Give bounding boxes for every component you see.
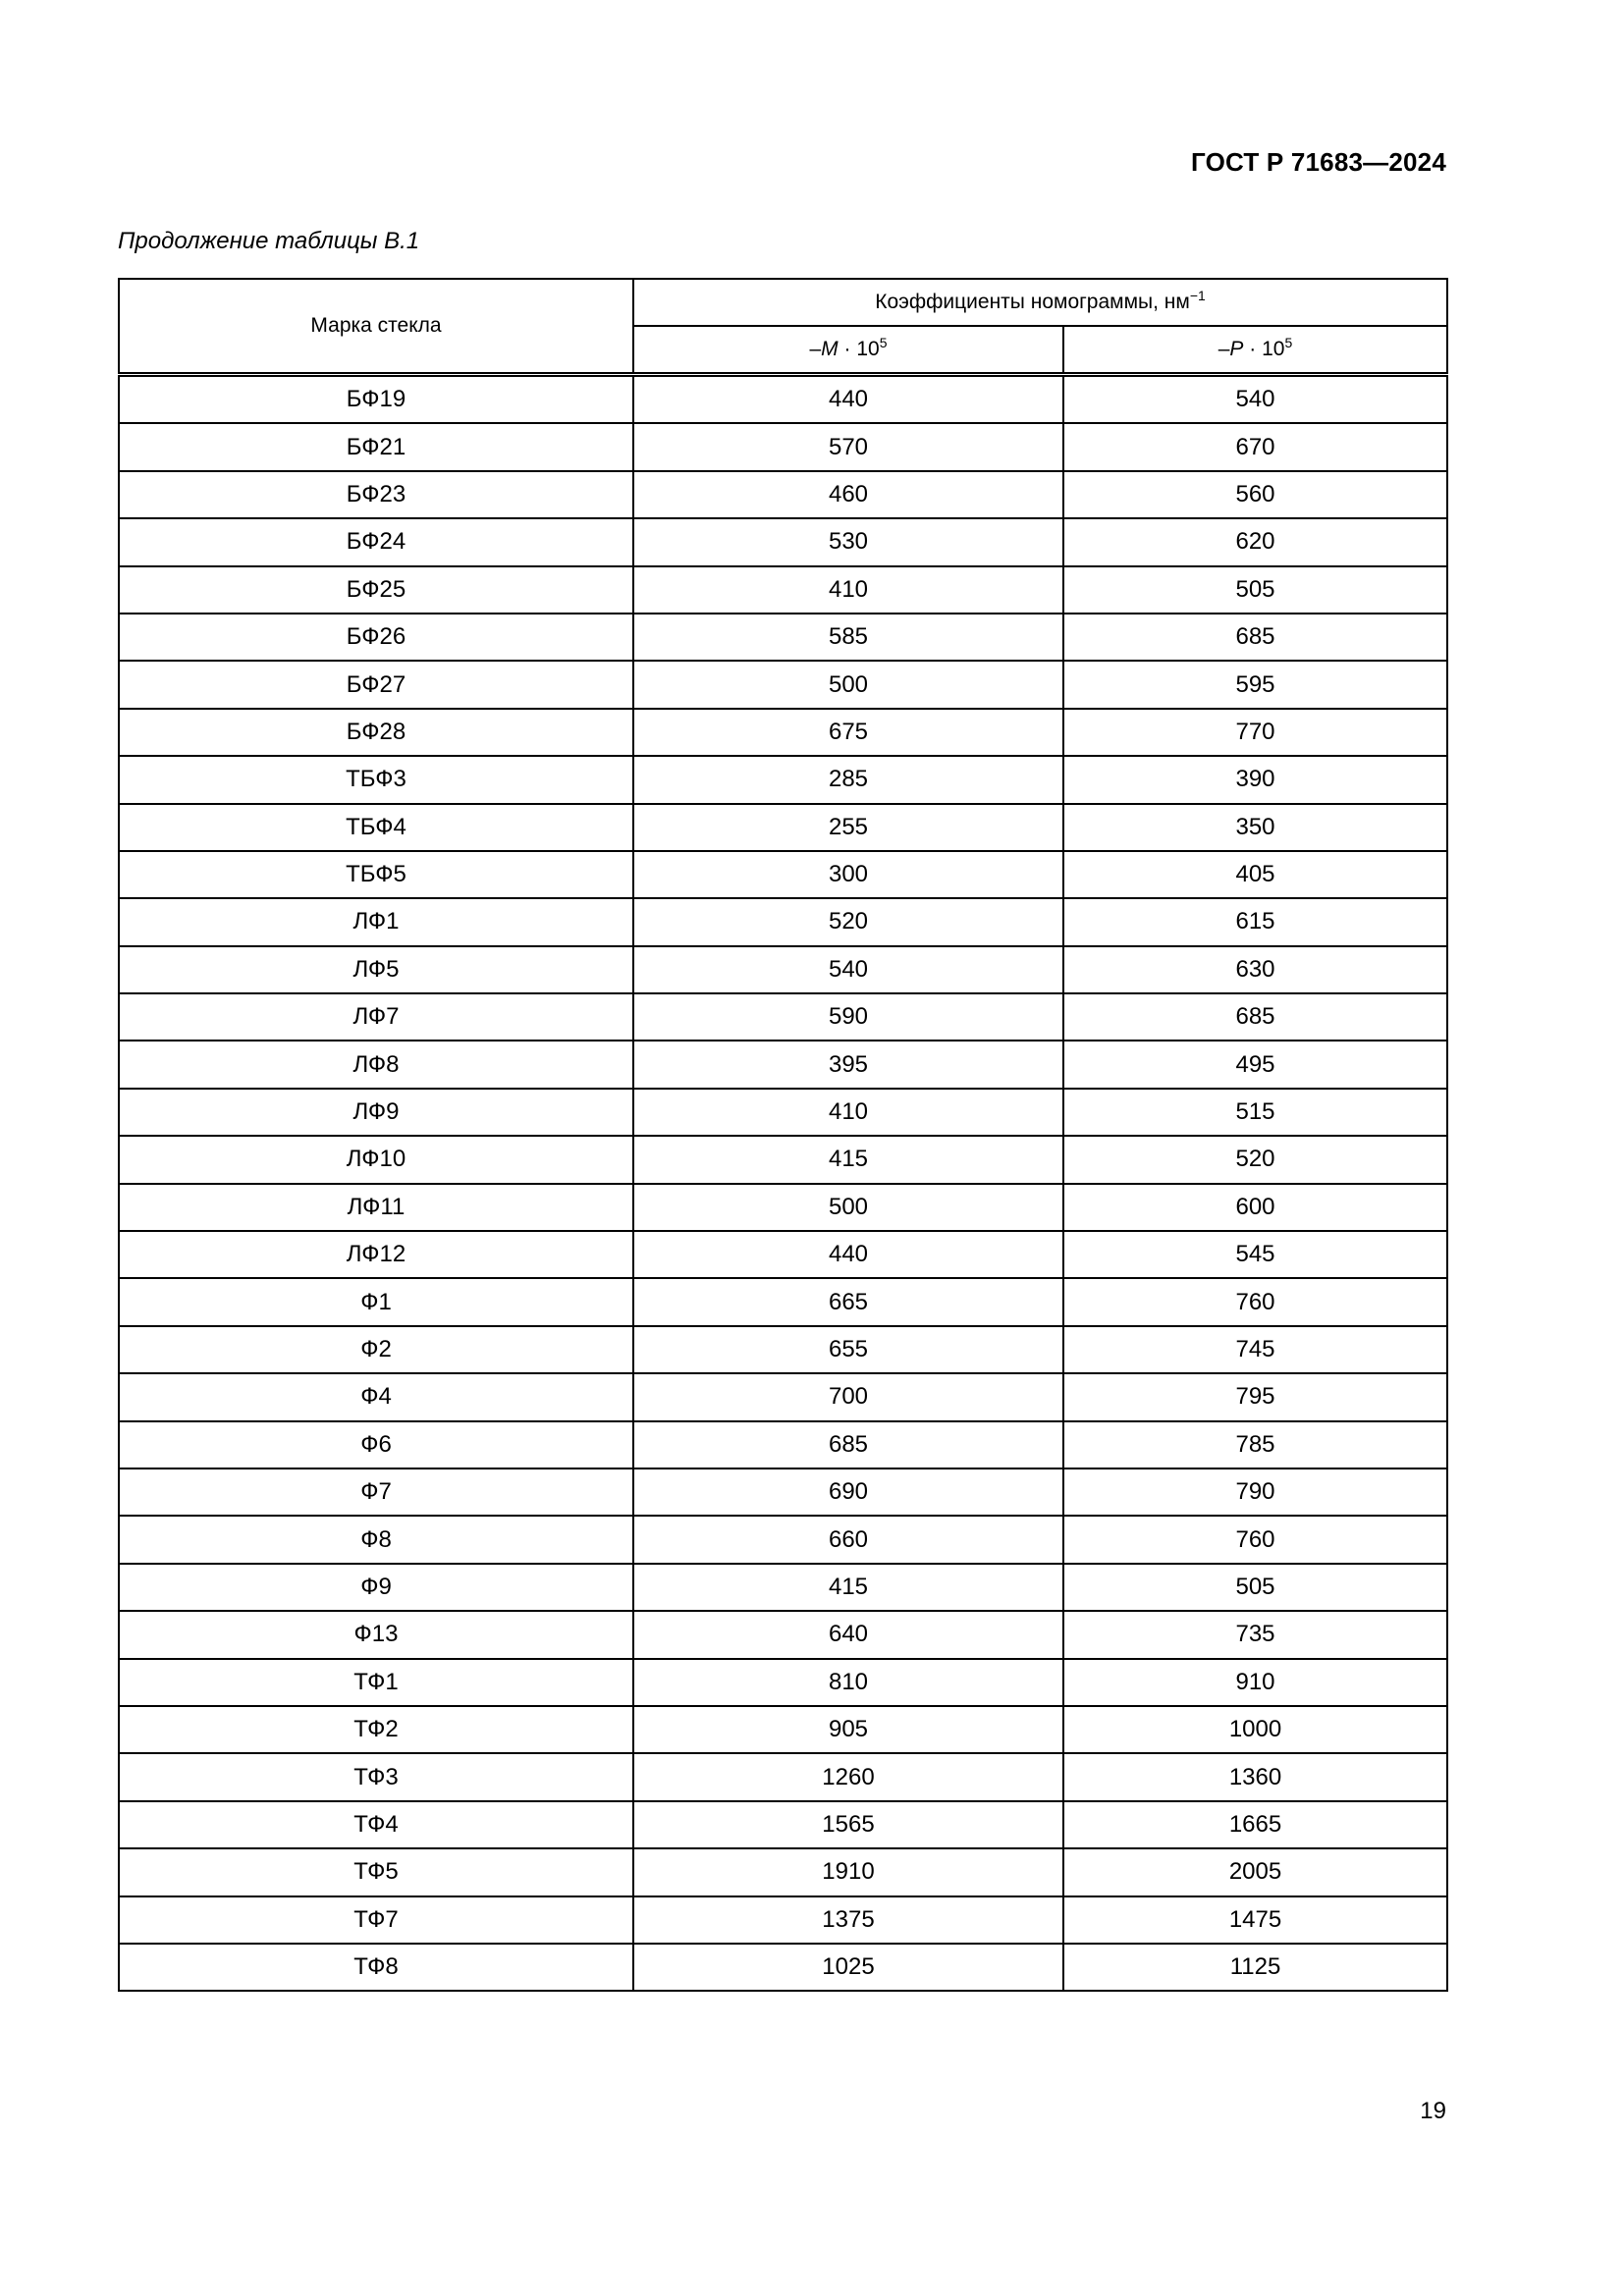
cell-glass-brand: БФ21 — [119, 423, 633, 470]
cell-p-value: 745 — [1063, 1326, 1447, 1373]
cell-glass-brand: ЛФ7 — [119, 993, 633, 1041]
cell-m-value: 500 — [633, 661, 1063, 708]
cell-p-value: 390 — [1063, 756, 1447, 803]
cell-glass-brand: ЛФ1 — [119, 898, 633, 945]
cell-glass-brand: Ф9 — [119, 1564, 633, 1611]
cell-m-value: 640 — [633, 1611, 1063, 1658]
cell-glass-brand: Ф1 — [119, 1278, 633, 1325]
table-row — [119, 1564, 1447, 1611]
cell-p-value: 910 — [1063, 1659, 1447, 1706]
table-row — [119, 1041, 1447, 1088]
cell-glass-brand: Ф2 — [119, 1326, 633, 1373]
header-m-symbol: M — [821, 338, 839, 360]
cell-p-value: 685 — [1063, 614, 1447, 661]
cell-p-value: 630 — [1063, 946, 1447, 993]
cell-m-value: 300 — [633, 851, 1063, 898]
table-row — [119, 471, 1447, 518]
cell-m-value: 255 — [633, 804, 1063, 851]
cell-p-value: 505 — [1063, 566, 1447, 614]
table-row — [119, 614, 1447, 661]
cell-glass-brand: Ф4 — [119, 1373, 633, 1420]
cell-p-value: 495 — [1063, 1041, 1447, 1088]
page-number: 19 — [1420, 2098, 1446, 2124]
table-body — [119, 375, 1447, 1992]
table-row — [119, 1896, 1447, 1944]
table-row — [119, 661, 1447, 708]
cell-m-value: 460 — [633, 471, 1063, 518]
cell-m-value: 410 — [633, 1089, 1063, 1136]
cell-m-value: 570 — [633, 423, 1063, 470]
cell-glass-brand: ЛФ12 — [119, 1231, 633, 1278]
cell-p-value: 620 — [1063, 518, 1447, 565]
header-m-sup: 5 — [879, 335, 888, 350]
table-row — [119, 1753, 1447, 1800]
header-p-prefix: – — [1218, 338, 1230, 360]
cell-m-value: 440 — [633, 375, 1063, 424]
cell-p-value: 595 — [1063, 661, 1447, 708]
cell-m-value: 655 — [633, 1326, 1063, 1373]
cell-glass-brand: ЛФ11 — [119, 1184, 633, 1231]
table-caption: Продолжение таблицы В.1 — [118, 228, 420, 254]
cell-m-value: 540 — [633, 946, 1063, 993]
cell-glass-brand: Ф13 — [119, 1611, 633, 1658]
cell-m-value: 810 — [633, 1659, 1063, 1706]
cell-p-value: 790 — [1063, 1468, 1447, 1516]
header-glass-brand: Марка стекла — [119, 279, 633, 375]
table-row — [119, 1659, 1447, 1706]
cell-p-value: 1360 — [1063, 1753, 1447, 1800]
table-row — [119, 709, 1447, 756]
table-row — [119, 1421, 1447, 1468]
cell-m-value: 520 — [633, 898, 1063, 945]
table-row — [119, 1089, 1447, 1136]
cell-p-value: 1125 — [1063, 1944, 1447, 1991]
cell-p-value: 615 — [1063, 898, 1447, 945]
table-row — [119, 1278, 1447, 1325]
table-row — [119, 898, 1447, 945]
table-row — [119, 1136, 1447, 1183]
cell-glass-brand: ЛФ10 — [119, 1136, 633, 1183]
header-m-coefficient — [633, 326, 1063, 375]
cell-p-value: 545 — [1063, 1231, 1447, 1278]
cell-p-value: 760 — [1063, 1516, 1447, 1563]
cell-p-value: 760 — [1063, 1278, 1447, 1325]
header-nomogram-coefficients — [633, 279, 1447, 326]
cell-m-value: 1025 — [633, 1944, 1063, 1991]
cell-p-value: 785 — [1063, 1421, 1447, 1468]
cell-glass-brand: БФ19 — [119, 375, 633, 424]
coefficients-table — [118, 278, 1448, 1992]
document-id: ГОСТ Р 71683—2024 — [1191, 147, 1446, 177]
cell-m-value: 665 — [633, 1278, 1063, 1325]
table-row — [119, 1231, 1447, 1278]
cell-glass-brand: ТФ4 — [119, 1801, 633, 1848]
cell-m-value: 585 — [633, 614, 1063, 661]
cell-glass-brand: ЛФ9 — [119, 1089, 633, 1136]
cell-p-value: 540 — [1063, 375, 1447, 424]
cell-glass-brand: Ф8 — [119, 1516, 633, 1563]
header-p-coefficient — [1063, 326, 1447, 375]
cell-m-value: 690 — [633, 1468, 1063, 1516]
cell-p-value: 520 — [1063, 1136, 1447, 1183]
cell-glass-brand: ЛФ5 — [119, 946, 633, 993]
cell-m-value: 1375 — [633, 1896, 1063, 1944]
cell-p-value: 350 — [1063, 804, 1447, 851]
cell-m-value: 440 — [633, 1231, 1063, 1278]
cell-glass-brand: ТБФ3 — [119, 756, 633, 803]
cell-glass-brand: БФ25 — [119, 566, 633, 614]
cell-p-value: 600 — [1063, 1184, 1447, 1231]
cell-p-value: 405 — [1063, 851, 1447, 898]
cell-p-value: 1475 — [1063, 1896, 1447, 1944]
cell-p-value: 1000 — [1063, 1706, 1447, 1753]
cell-glass-brand: ЛФ8 — [119, 1041, 633, 1088]
cell-m-value: 415 — [633, 1564, 1063, 1611]
cell-glass-brand: ТФ5 — [119, 1848, 633, 1896]
header-m-suffix: · 10 — [838, 338, 880, 360]
cell-p-value: 670 — [1063, 423, 1447, 470]
cell-m-value: 1565 — [633, 1801, 1063, 1848]
table-row — [119, 1468, 1447, 1516]
cell-glass-brand: БФ24 — [119, 518, 633, 565]
cell-m-value: 410 — [633, 566, 1063, 614]
header-group-label: Коэффициенты номограммы, нм — [875, 291, 1190, 313]
table-row — [119, 375, 1447, 424]
cell-p-value: 560 — [1063, 471, 1447, 518]
cell-m-value: 530 — [633, 518, 1063, 565]
cell-m-value: 675 — [633, 709, 1063, 756]
cell-glass-brand: Ф7 — [119, 1468, 633, 1516]
table-row — [119, 423, 1447, 470]
cell-glass-brand: БФ28 — [119, 709, 633, 756]
cell-p-value: 515 — [1063, 1089, 1447, 1136]
cell-p-value: 505 — [1063, 1564, 1447, 1611]
cell-m-value: 500 — [633, 1184, 1063, 1231]
table-row — [119, 1706, 1447, 1753]
cell-m-value: 415 — [633, 1136, 1063, 1183]
cell-glass-brand: БФ27 — [119, 661, 633, 708]
table-row — [119, 1801, 1447, 1848]
cell-m-value: 395 — [633, 1041, 1063, 1088]
header-p-suffix: · 10 — [1243, 338, 1285, 360]
cell-m-value: 905 — [633, 1706, 1063, 1753]
cell-m-value: 660 — [633, 1516, 1063, 1563]
cell-m-value: 1910 — [633, 1848, 1063, 1896]
table-row — [119, 566, 1447, 614]
cell-glass-brand: БФ26 — [119, 614, 633, 661]
table-row — [119, 1611, 1447, 1658]
cell-p-value: 2005 — [1063, 1848, 1447, 1896]
cell-glass-brand: ТБФ5 — [119, 851, 633, 898]
cell-m-value: 285 — [633, 756, 1063, 803]
cell-glass-brand: ТБФ4 — [119, 804, 633, 851]
cell-glass-brand: ТФ3 — [119, 1753, 633, 1800]
cell-m-value: 1260 — [633, 1753, 1063, 1800]
table-row — [119, 1516, 1447, 1563]
table-row — [119, 1373, 1447, 1420]
cell-glass-brand: ТФ8 — [119, 1944, 633, 1991]
header-p-sup: 5 — [1284, 335, 1293, 350]
cell-glass-brand: ТФ2 — [119, 1706, 633, 1753]
cell-m-value: 700 — [633, 1373, 1063, 1420]
header-p-symbol: P — [1229, 338, 1244, 360]
table-row — [119, 946, 1447, 993]
cell-glass-brand: ТФ1 — [119, 1659, 633, 1706]
table-row — [119, 1944, 1447, 1991]
header-row-1 — [119, 279, 1447, 326]
table-row — [119, 518, 1447, 565]
cell-p-value: 735 — [1063, 1611, 1447, 1658]
table-row — [119, 756, 1447, 803]
cell-p-value: 795 — [1063, 1373, 1447, 1420]
table-row — [119, 851, 1447, 898]
header-m-prefix: – — [809, 338, 822, 360]
cell-glass-brand: ТФ7 — [119, 1896, 633, 1944]
cell-p-value: 770 — [1063, 709, 1447, 756]
table-row — [119, 804, 1447, 851]
cell-glass-brand: БФ23 — [119, 471, 633, 518]
table-header — [119, 279, 1447, 375]
cell-m-value: 685 — [633, 1421, 1063, 1468]
table-row — [119, 1848, 1447, 1896]
cell-m-value: 590 — [633, 993, 1063, 1041]
table-row — [119, 1326, 1447, 1373]
table-row — [119, 1184, 1447, 1231]
table-row — [119, 993, 1447, 1041]
cell-glass-brand: Ф6 — [119, 1421, 633, 1468]
cell-p-value: 685 — [1063, 993, 1447, 1041]
cell-p-value: 1665 — [1063, 1801, 1447, 1848]
header-group-sup: −1 — [1189, 288, 1206, 303]
